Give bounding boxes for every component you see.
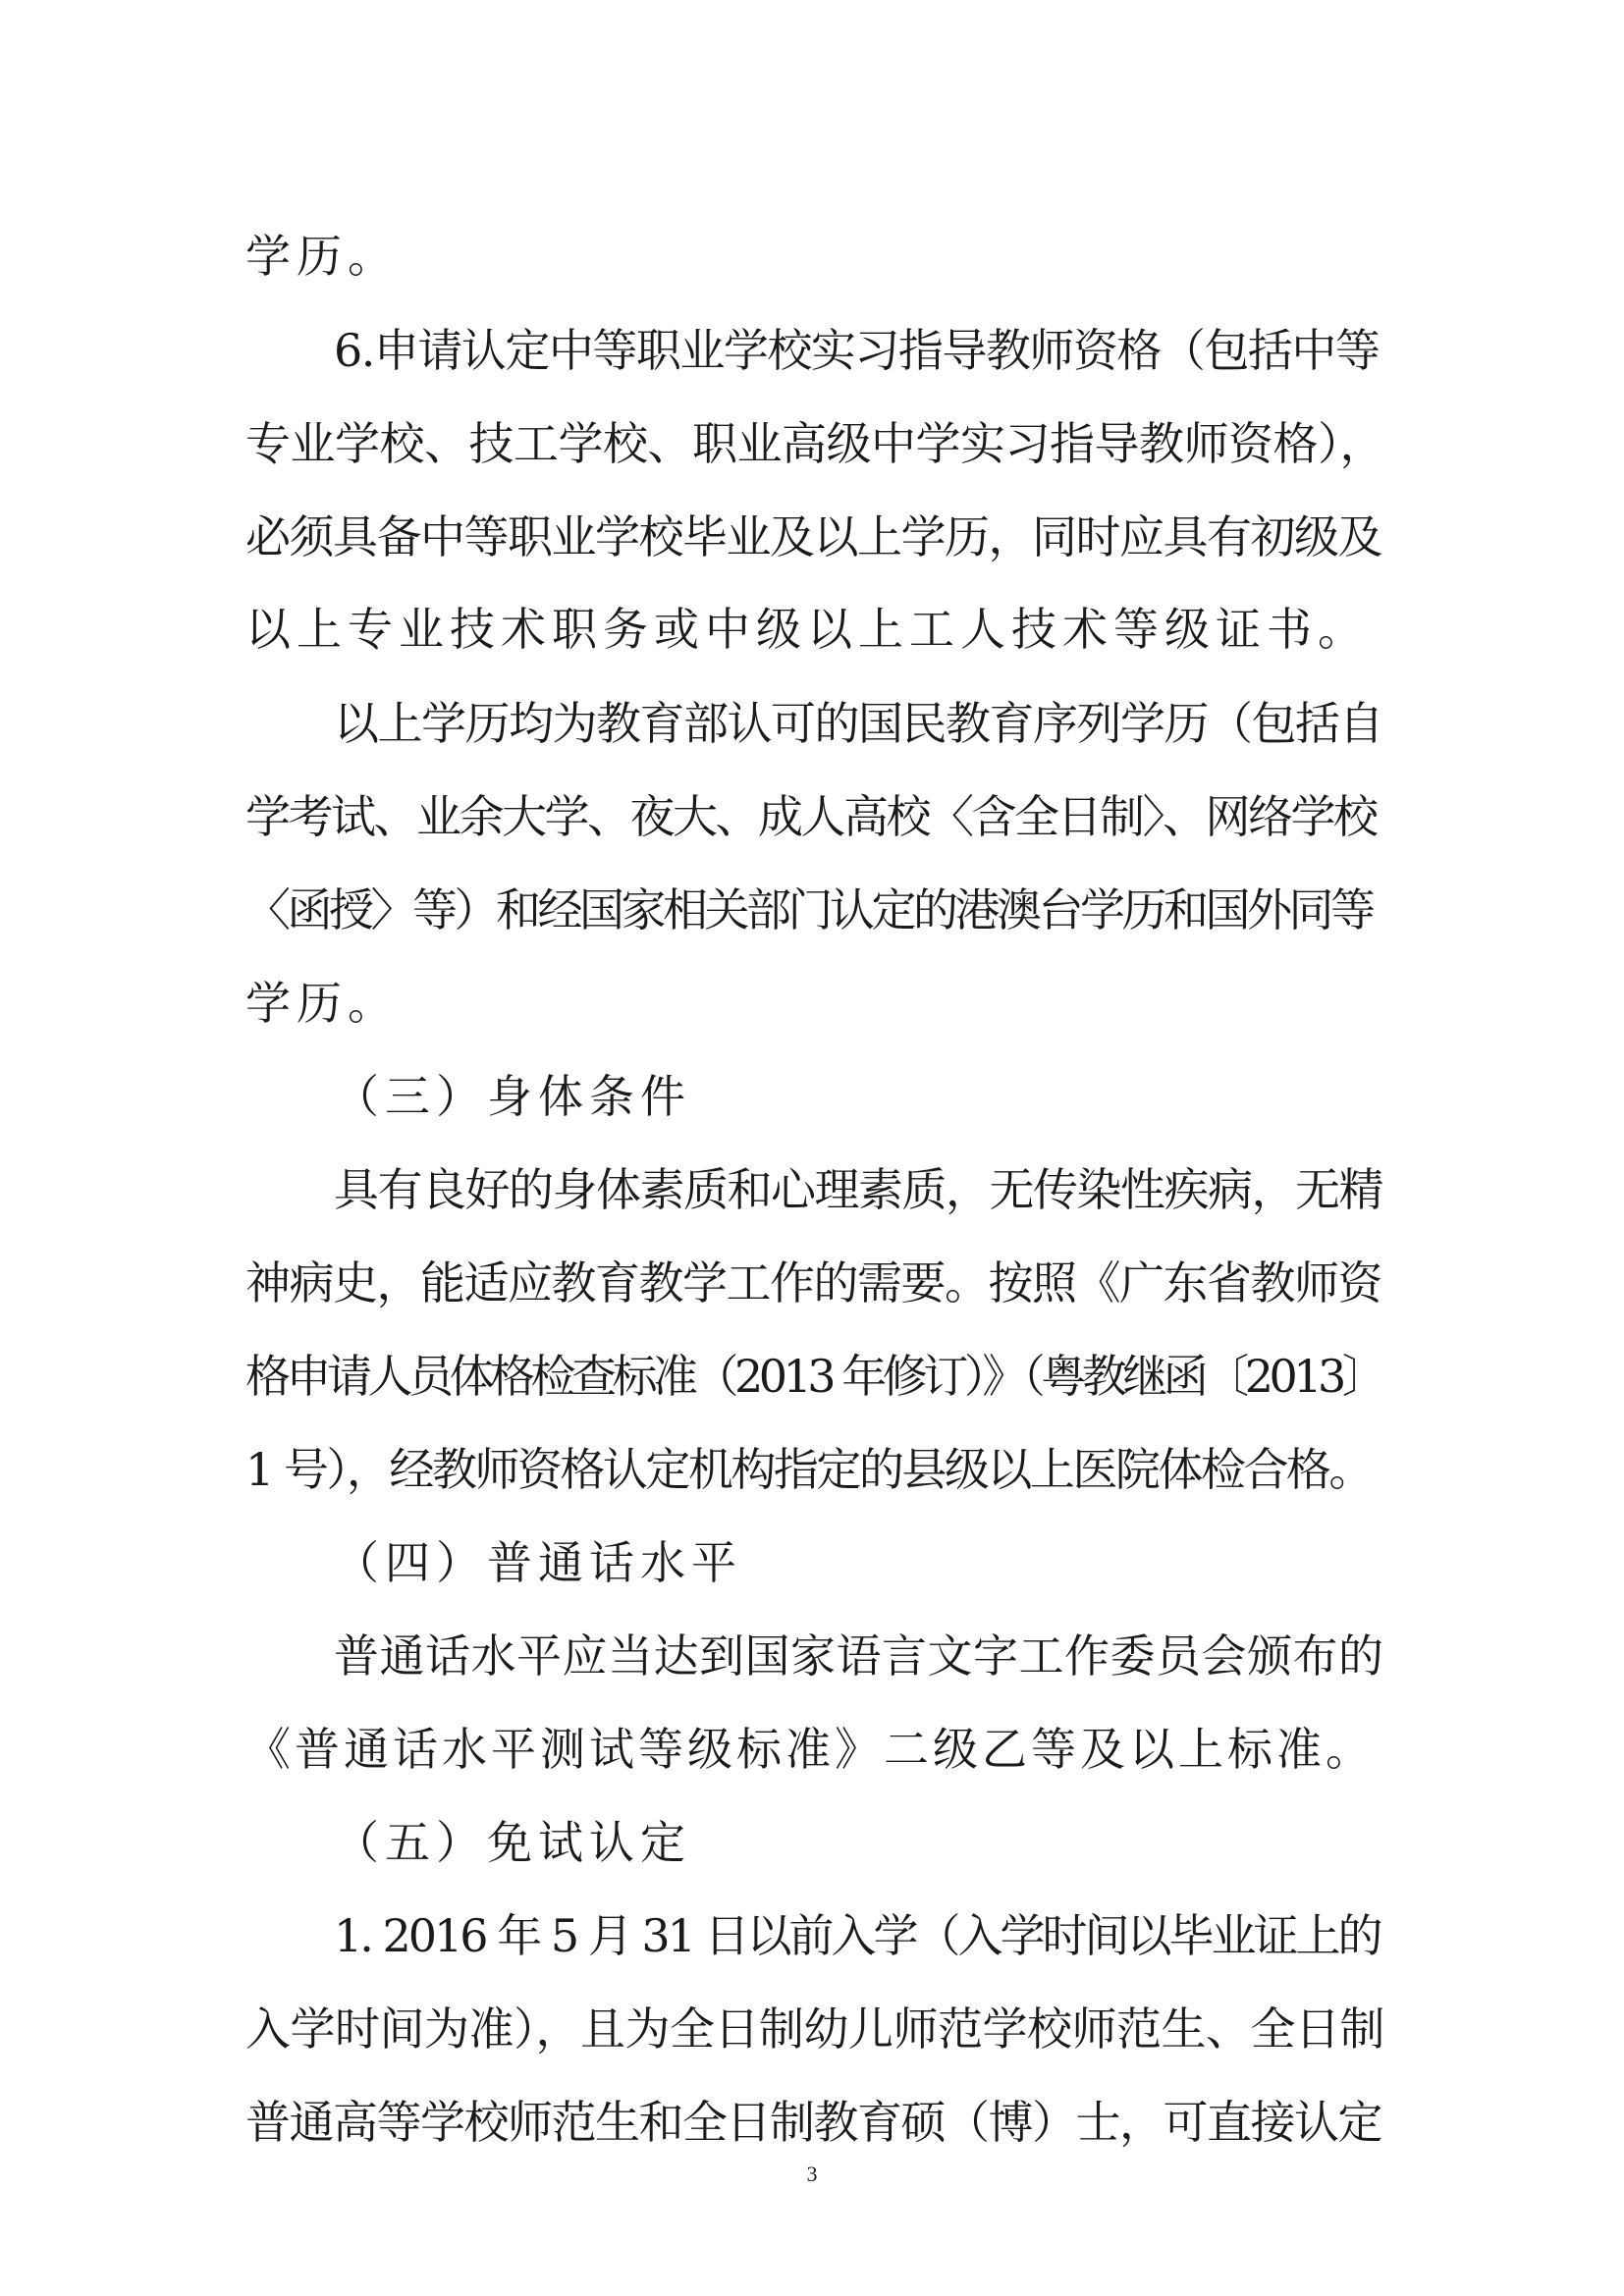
text-line: 学历。 [245,230,399,283]
text-line: 入学时间为准），且为全日制幼儿师范学校师范生、全日制 [245,2002,1384,2056]
text-line: 《普通话水平测试等级标准》二级乙等及以上标准。 [245,1723,1375,1776]
text-line: 学考试、业余大学、夜大、成人高校〈含全日制〉、网络学校 [245,790,1377,843]
text-line: 以上专业技术职务或中级以上工人技术等级证书。 [245,603,1369,656]
text-line: 〈函授〉等）和经国家相关部门认定的港澳台学历和国外同等 [245,883,1373,936]
text-line: 以上学历均为教育部认可的国民教育序列学历（包括自 [334,697,1382,750]
text-line: 专业学校、技工学校、职业高级中学实习指导教师资格）， [245,417,1384,470]
text-line: 神病史，能适应教育教学工作的需要。按照《广东省教师资 [245,1256,1381,1309]
text-line: 具有良好的身体素质和心理素质，无传染性疾病，无精 [334,1163,1382,1216]
text-line: 学历。 [245,977,399,1030]
text-line: 1 号），经教师资格认定机构指定的县级以上医院体检合格。 [245,1443,1372,1496]
page-number: 3 [806,2162,818,2186]
text-line: 格申请人员体格检查标准（2013 年修订）》（粤教继函〔2013〕 [245,1350,1383,1403]
text-line: 6.申请认定中等职业学校实习指导教师资格（包括中等 [334,324,1380,377]
text-line: 普通话水平应当达到国家语言文字工作委员会颁布的 [334,1629,1384,1682]
text-line: 普通高等学校师范生和全日制教育硕（博）士，可直接认定 [245,2096,1381,2149]
section-heading: （五）免试认定 [334,1816,691,1869]
text-line: 1. 2016 年 5 月 31 日以前入学（入学时间以毕业证上的 [334,1909,1380,1962]
section-heading: （三）身体条件 [334,1070,691,1123]
section-heading: （四）普通话水平 [334,1536,742,1589]
text-line: 必须具备中等职业学校毕业及以上学历，同时应具有初级及 [245,510,1381,563]
